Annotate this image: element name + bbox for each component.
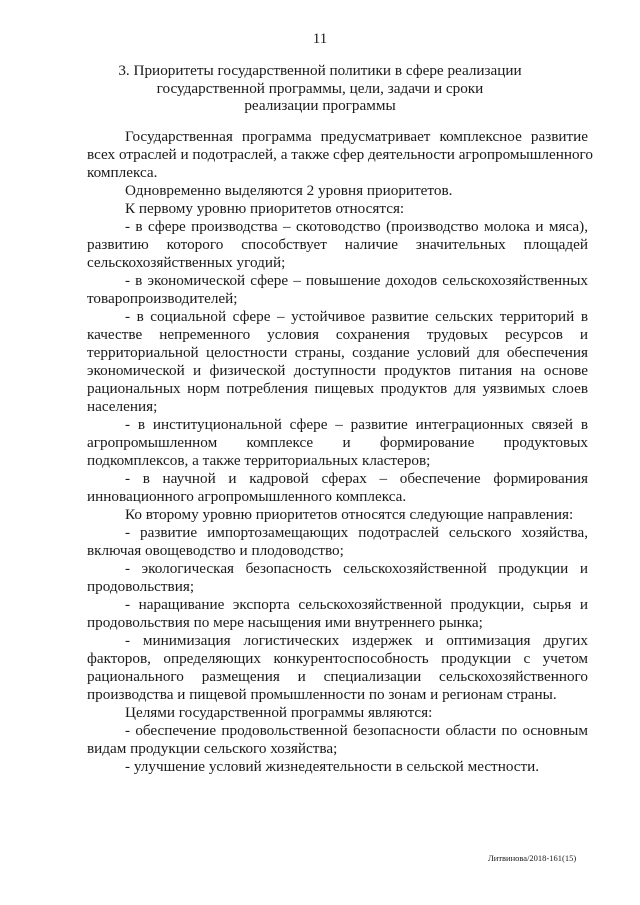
text-line: инновационного агропромышленного комплекса. <box>87 488 407 505</box>
text-line: - в сфере производства – скотоводство (производство молока и мяса), <box>125 218 588 235</box>
text-line: видам продукции сельского хозяйства; <box>87 740 338 757</box>
text-line: подкомплексов, а также территориальных кластеров; <box>87 452 431 469</box>
text-line: факторов, определяющих конкурентоспособность продукции с учетом <box>87 650 588 667</box>
text-line: рациональных норм потребления пищевых продуктов для уязвимых слоев <box>87 380 588 397</box>
text-line: - в экономической сфере – повышение доходов сельскохозяйственных <box>125 272 588 289</box>
text-line: сельскохозяйственных угодий; <box>87 254 286 271</box>
text-line: экономической и физической доступности продуктов питания на основе <box>87 362 588 379</box>
text-line: Целями государственной программы являются: <box>125 704 433 721</box>
document-footer: Литвинова/2018-161(15) <box>488 853 577 863</box>
text-line: - минимизация логистических издержек и оптимизация других <box>125 632 588 649</box>
text-line: - обеспечение продовольственной безопасности области по основным <box>125 722 588 739</box>
text-line: агропромышленном комплексе и формирование продуктовых <box>87 434 588 451</box>
text-line: качестве непременного условия сохранения трудовых ресурсов и <box>87 326 588 343</box>
text-line: рационального размещения и специализации сельскохозяйственного <box>87 668 588 685</box>
text-line: развитию которого способствует наличие значительных площадей <box>87 236 588 253</box>
text-line: производства и пищевой промышленности по зонам и регионам страны. <box>87 686 557 703</box>
text-line: Государственная программа предусматривает комплексное развитие <box>125 128 588 145</box>
text-line: продовольствия; <box>87 578 195 595</box>
text-line: - наращивание экспорта сельскохозяйственной продукции, сырья и <box>125 596 588 613</box>
text-line: населения; <box>87 398 158 415</box>
page-number: 11 <box>312 31 328 47</box>
text-line: - улучшение условий жизнедеятельности в сельской местности. <box>125 758 540 775</box>
text-line: - экологическая безопасность сельскохозяйственной продукции и <box>125 560 588 577</box>
text-line: К первому уровню приоритетов относятся: <box>125 200 405 217</box>
text-line: продовольствия по мере насыщения ими внутреннего рынка; <box>87 614 483 631</box>
section-heading-line: государственной программы, цели, задачи и сроки <box>156 79 484 97</box>
text-line: Ко второму уровню приоритетов относятся следующие направления: <box>125 506 574 523</box>
text-line: - развитие импортозамещающих подотраслей сельского хозяйства, <box>125 524 588 541</box>
section-heading <box>110 62 530 115</box>
text-line: территориальной целостности страны, создание условий для обеспечения <box>87 344 588 361</box>
text-line: всех отраслей и подотраслей, а также сфер деятельности агропромышленного <box>87 146 593 163</box>
text-line: - в социальной сфере – устойчивое развитие сельских территорий в <box>125 308 588 325</box>
text-line: комплекса. <box>87 164 158 181</box>
text-line: - в институциональной сфере – развитие интеграционных связей в <box>125 416 588 433</box>
text-line: товаропроизводителей; <box>87 290 238 307</box>
text-line: Одновременно выделяются 2 уровня приоритетов. <box>125 182 453 199</box>
section-heading-line: 3. Приоритеты государственной политики в сфере реализации <box>118 62 522 79</box>
text-line: - в научной и кадровой сферах – обеспечение формирования <box>125 470 588 487</box>
text-line: включая овощеводство и плодоводство; <box>87 542 344 559</box>
section-heading-line: реализации программы <box>244 97 396 114</box>
